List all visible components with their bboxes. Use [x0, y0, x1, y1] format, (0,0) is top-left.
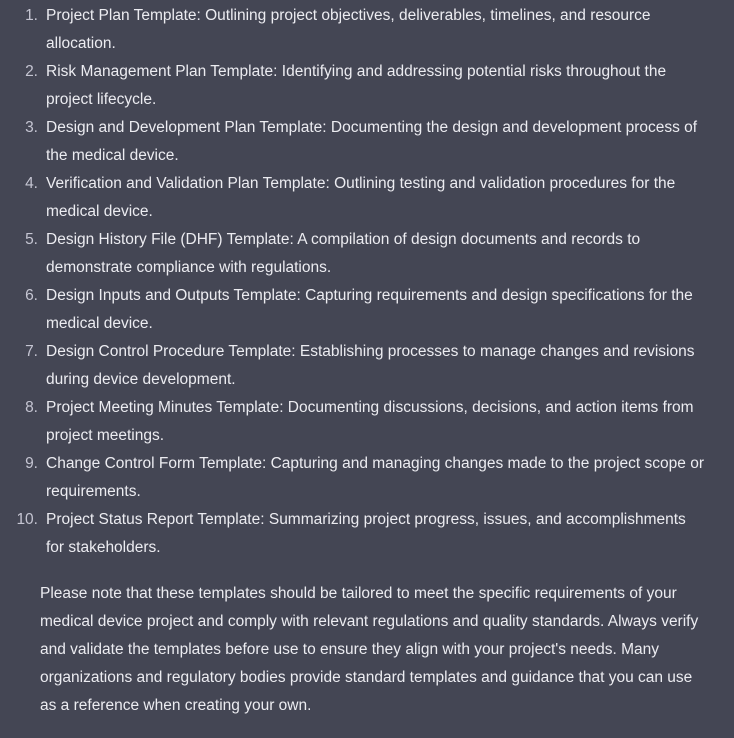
- list-item-number: 1.: [25, 7, 38, 24]
- list-item: [0, 338, 734, 394]
- list-item: [0, 170, 734, 226]
- list-item-text: Design and Development Plan Template: Documenting the design and development process of the medical device.: [46, 119, 698, 164]
- template-list: [0, 2, 734, 562]
- list-item: [0, 2, 734, 58]
- list-item-number: 4.: [25, 175, 38, 192]
- list-item: [0, 58, 734, 114]
- list-item: [0, 282, 734, 338]
- list-item: [0, 394, 734, 450]
- list-item-text: Design Control Procedure Template: Establishing processes to manage changes and revisions during device development.: [46, 343, 695, 388]
- list-item-text: Design Inputs and Outputs Template: Capturing requirements and design specifications for the medical device.: [46, 287, 693, 332]
- list-item-text: Verification and Validation Plan Template: Outlining testing and validation procedures for the medical device.: [46, 175, 676, 220]
- list-item-number: 8.: [25, 399, 38, 416]
- list-item-text: Risk Management Plan Template: Identifying and addressing potential risks throughout the project lifecycle.: [46, 63, 667, 108]
- list-item: [0, 506, 734, 562]
- list-item-text: Change Control Form Template: Capturing and managing changes made to the project scope or requirements.: [46, 455, 704, 500]
- list-item-number: 10.: [16, 511, 38, 528]
- list-item-text: Project Plan Template: Outlining project objectives, deliverables, timelines, and resource allocation.: [46, 7, 651, 52]
- assistant-message: [0, 2, 734, 720]
- list-item: [0, 226, 734, 282]
- closing-note: Please note that these templates should be tailored to meet the specific requirements of your medical device project and comply with relevant regulations and quality standards. Always verify and validate the templates before use to ensure they align with your project's needs. Many organizations and regulatory bodies provide standard templates and guidance that you can use as a reference when creating your own.: [40, 585, 699, 714]
- list-item-text: Design History File (DHF) Template: A compilation of design documents and records to demonstrate compliance with regulations.: [46, 231, 641, 276]
- list-item-number: 3.: [25, 119, 38, 136]
- list-item-number: 5.: [25, 231, 38, 248]
- list-item: [0, 114, 734, 170]
- list-item-text: Project Meeting Minutes Template: Documenting discussions, decisions, and action items from project meetings.: [46, 399, 694, 444]
- list-item-number: 6.: [25, 287, 38, 304]
- list-item-number: 2.: [25, 63, 38, 80]
- list-item-number: 9.: [25, 455, 38, 472]
- list-item: [0, 450, 734, 506]
- list-item-text: Project Status Report Template: Summarizing project progress, issues, and accomplishments for stakeholders.: [46, 511, 686, 556]
- list-item-number: 7.: [25, 343, 38, 360]
